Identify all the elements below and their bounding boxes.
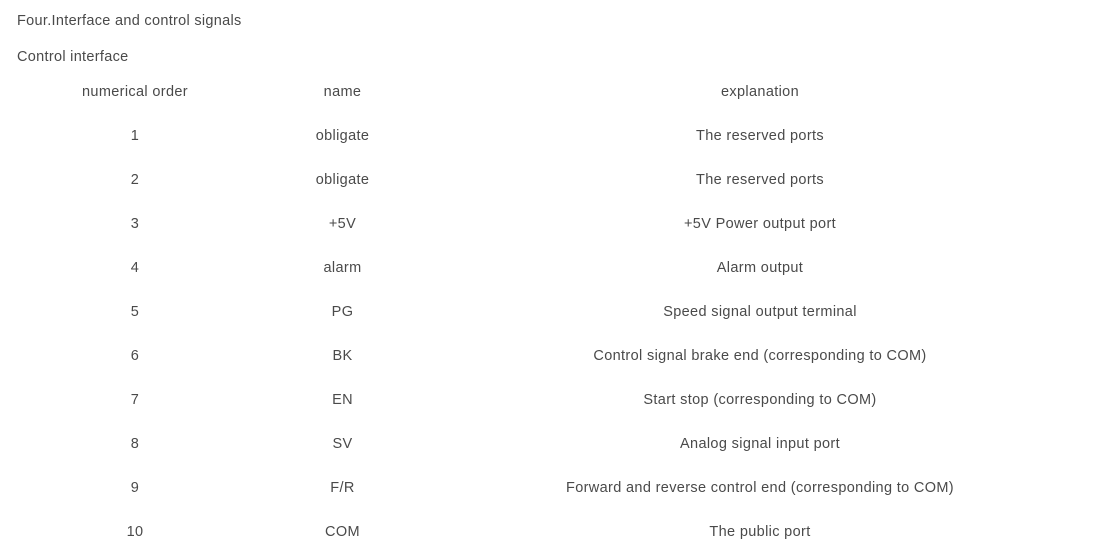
cell-explanation: The reserved ports — [696, 128, 824, 144]
table-row — [0, 290, 1105, 334]
cell-numerical-order: 3 — [130, 216, 140, 232]
cell-name: obligate — [315, 172, 370, 188]
cell-name: +5V — [328, 216, 357, 232]
cell-numerical-order: 6 — [130, 348, 140, 364]
cell-explanation: The public port — [709, 524, 811, 540]
cell-explanation: +5V Power output port — [683, 216, 837, 232]
cell-name: PG — [331, 304, 354, 320]
table-row — [0, 422, 1105, 466]
cell-explanation: Analog signal input port — [680, 436, 840, 452]
table-row — [0, 466, 1105, 510]
table-row — [0, 158, 1105, 202]
cell-name: alarm — [323, 260, 362, 276]
cell-name: F/R — [330, 480, 355, 496]
cell-numerical-order: 10 — [126, 524, 144, 540]
cell-numerical-order: 4 — [130, 260, 140, 276]
cell-name: SV — [332, 436, 353, 452]
cell-numerical-order: 5 — [130, 304, 140, 320]
cell-name: EN — [332, 392, 353, 408]
table-header-row — [0, 70, 1105, 114]
cell-name: COM — [325, 524, 360, 540]
cell-numerical-order: 7 — [130, 392, 140, 408]
table-row — [0, 378, 1105, 422]
table-row — [0, 510, 1105, 554]
cell-numerical-order: 1 — [130, 128, 140, 144]
cell-numerical-order: 2 — [130, 172, 140, 188]
cell-explanation: Start stop (corresponding to COM) — [643, 392, 877, 408]
cell-explanation: The reserved ports — [696, 172, 824, 188]
cell-explanation: Alarm output — [716, 260, 804, 276]
control-interface-table — [0, 70, 1105, 554]
cell-explanation: Control signal brake end (corresponding to COM) — [593, 348, 927, 364]
table-row — [0, 202, 1105, 246]
cell-numerical-order: 9 — [130, 480, 140, 496]
cell-explanation: Speed signal output terminal — [663, 304, 857, 320]
cell-name: obligate — [315, 128, 370, 144]
column-header-explanation: explanation — [720, 84, 800, 100]
cell-name: BK — [332, 348, 353, 364]
section-title: Control interface — [17, 49, 129, 65]
column-header-numerical-order: numerical order — [82, 84, 188, 100]
table-row — [0, 246, 1105, 290]
table-row — [0, 114, 1105, 158]
cell-numerical-order: 8 — [130, 436, 140, 452]
cell-explanation: Forward and reverse control end (corresponding to COM) — [565, 480, 954, 496]
column-header-name: name — [323, 84, 362, 100]
document-title: Four.Interface and control signals — [17, 13, 242, 29]
table-row — [0, 334, 1105, 378]
table-body — [0, 114, 1105, 554]
